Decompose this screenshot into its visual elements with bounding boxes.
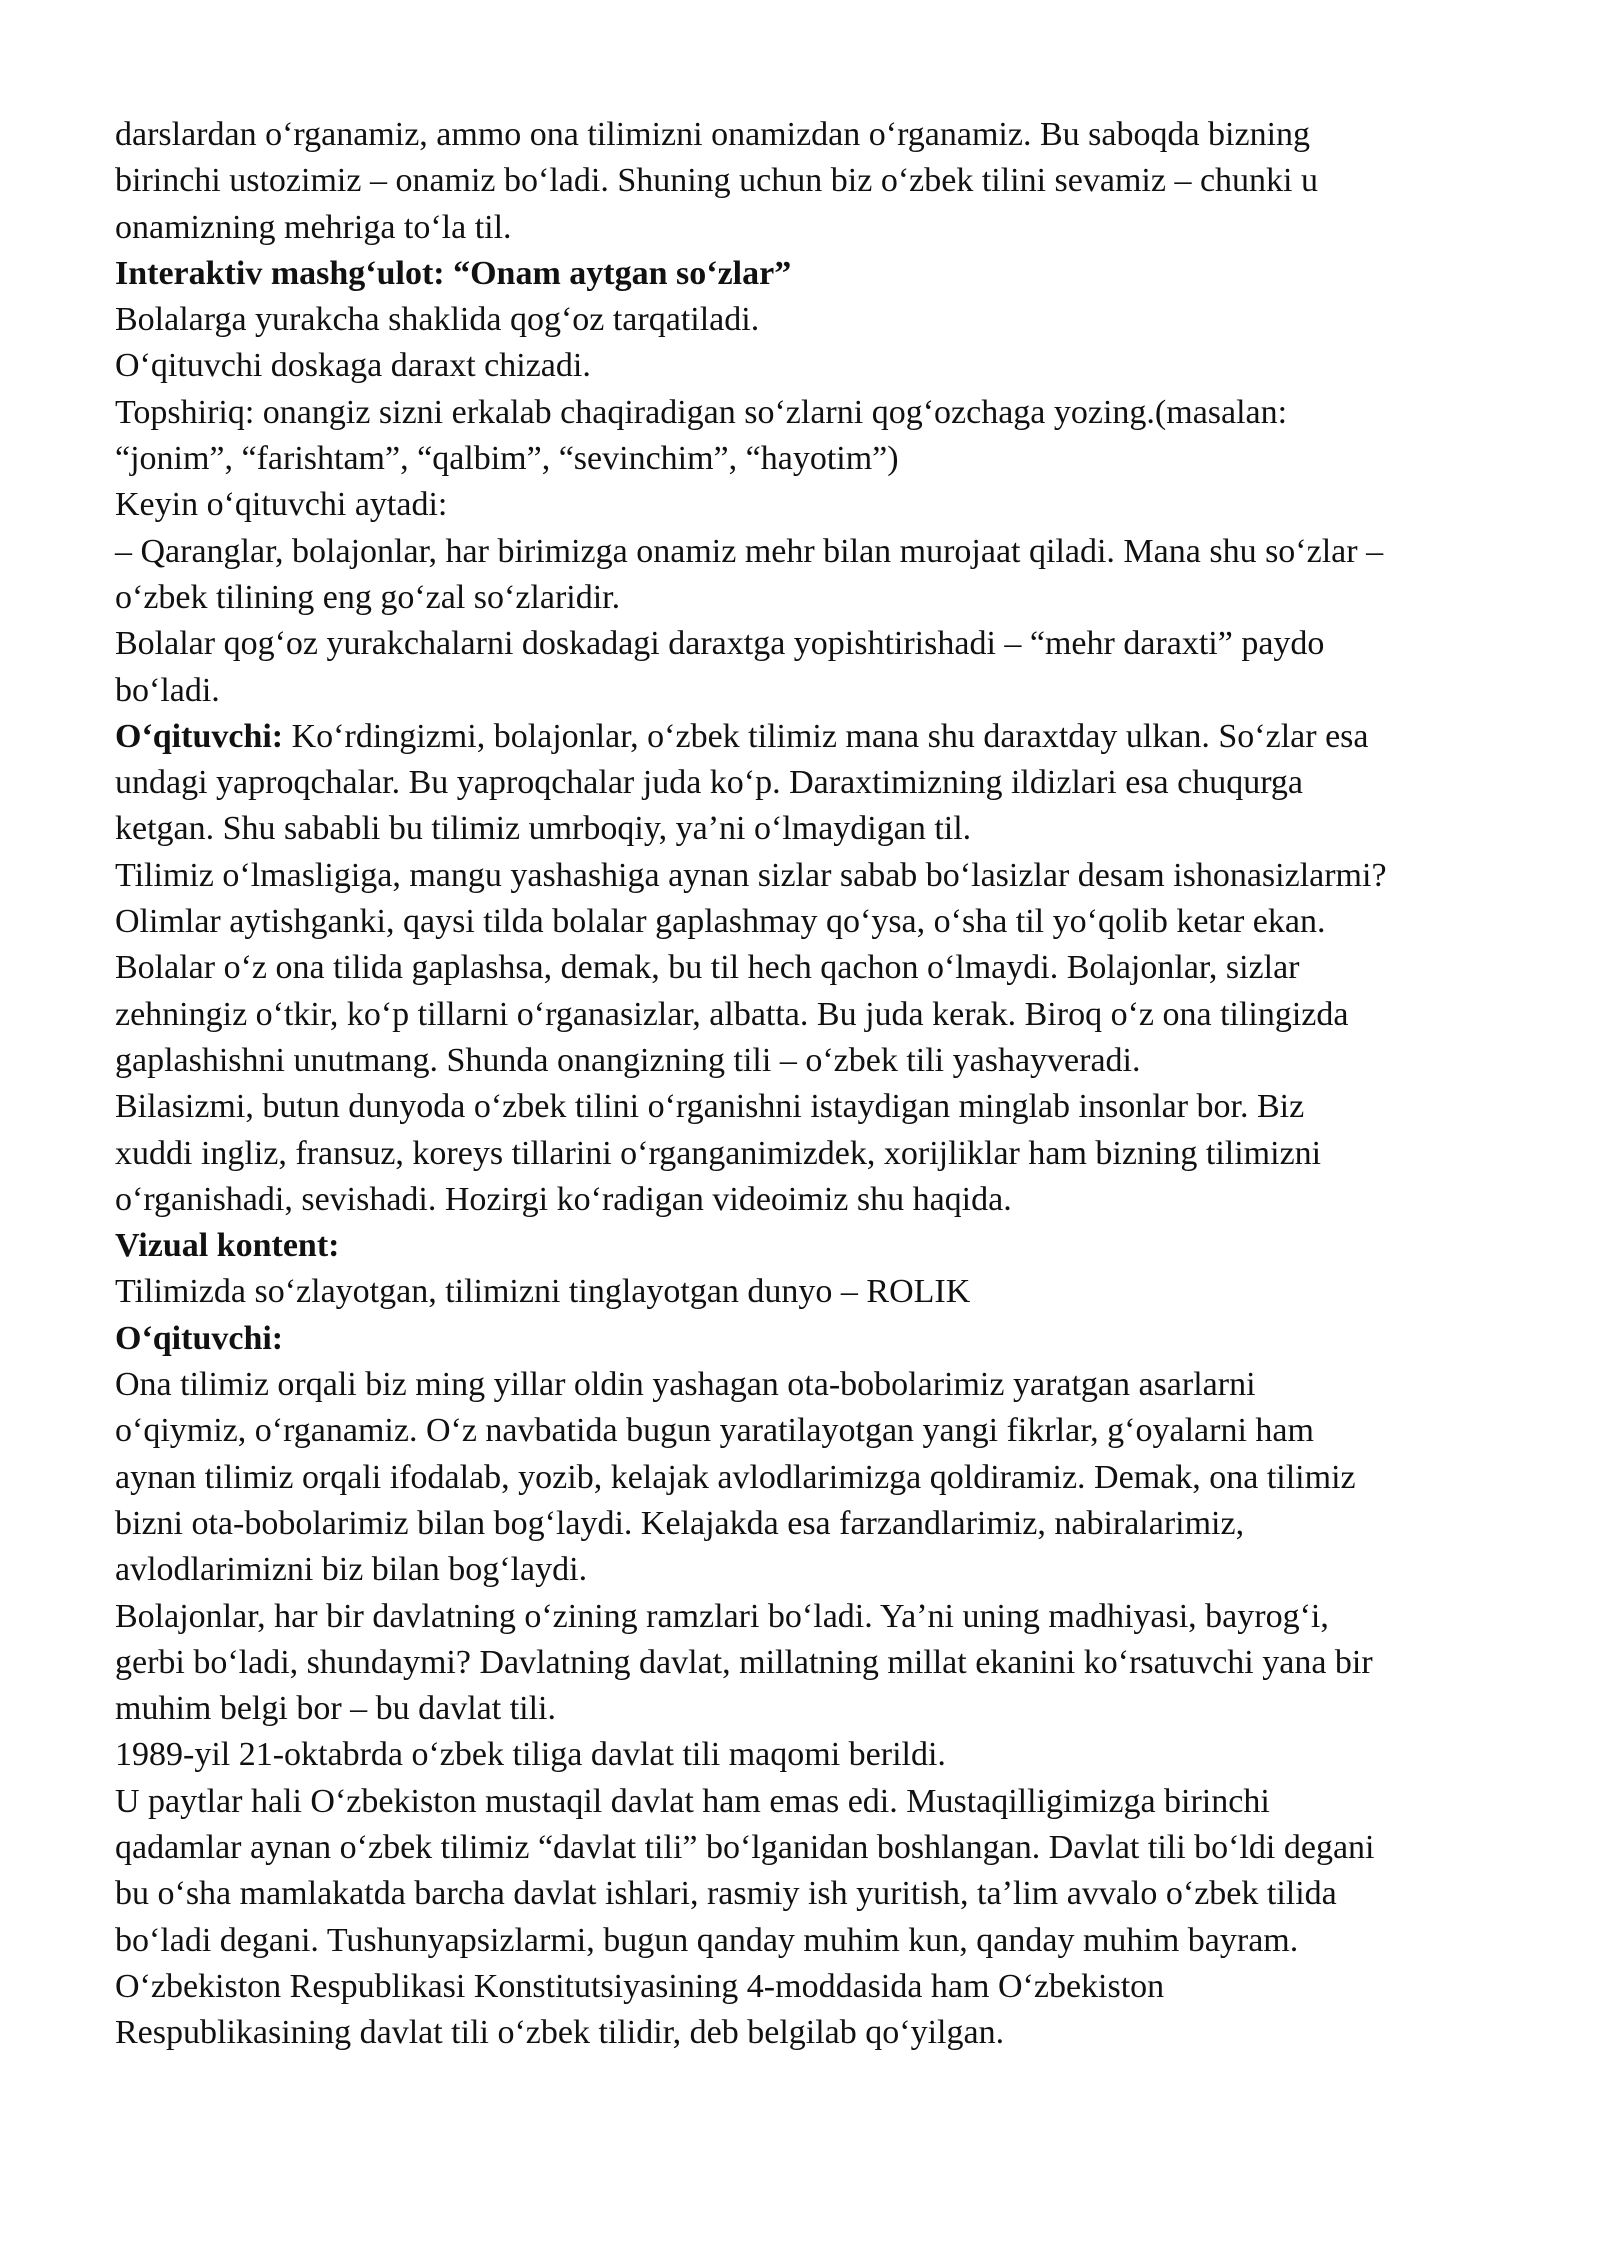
text-line: [115, 1408, 1525, 1454]
text-segment: oʻzbek tilining eng goʻzal soʻzlaridir.: [115, 578, 621, 616]
bold-heading: Oʻqituvchi:: [115, 717, 284, 755]
text-segment: Koʻrdingizmi, bolajonlar, oʻzbek tilimiz mana shu daraxtday ulkan. Soʻzlar esa: [283, 717, 1369, 755]
text-line: [115, 251, 1525, 297]
text-line: [115, 668, 1525, 714]
text-line: [115, 853, 1525, 899]
text-line: [115, 158, 1525, 204]
text-segment: xuddi ingliz, fransuz, koreys tillarini oʻrganganimizdek, xorijliklar ham bizning tilimizni: [115, 1134, 1322, 1172]
text-line: [115, 1316, 1525, 1362]
bold-heading: Oʻqituvchi:: [115, 1319, 284, 1357]
text-segment: gaplashishni unutmang. Shunda onangizning tili – oʻzbek tili yashayveradi.: [115, 1041, 1141, 1079]
text-line: [115, 1501, 1525, 1547]
text-line: [115, 436, 1525, 482]
text-segment: Respublikasining davlat tili oʻzbek tilidir, deb belgilab qoʻyilgan.: [115, 2014, 1005, 2052]
text-segment: qadamlar aynan oʻzbek tilimiz “davlat tili” boʻlganidan boshlangan. Davlat tili boʻldi degani: [115, 1828, 1375, 1866]
text-segment: Topshiriq: onangiz sizni erkalab chaqiradigan soʻzlarni qogʻozchaga yozing.(masalan:: [115, 393, 1288, 431]
text-segment: undagi yaproqchalar. Bu yaproqchalar juda koʻp. Daraxtimizning ildizlari esa chuqurga: [115, 764, 1304, 802]
text-line: [115, 899, 1525, 945]
text-segment: boʻladi.: [115, 671, 220, 709]
text-segment: Tilimiz oʻlmasligiga, mangu yashashiga aynan sizlar sabab boʻlasizlar desam ishonasizlarmi?: [115, 856, 1387, 894]
text-segment: oʻrganishadi, sevishadi. Hozirgi koʻradigan videoimiz shu haqida.: [115, 1180, 1012, 1218]
text-segment: Bolajonlar, har bir davlatning oʻzining ramzlari boʻladi. Yaʼni uning madhiyasi, bayrogʻi,: [115, 1597, 1329, 1635]
text-segment: bu oʻsha mamlakatda barcha davlat ishlari, rasmiy ish yuritish, taʼlim avvalo oʻzbek tilida: [115, 1875, 1337, 1913]
text-segment: 1989-yil 21-oktabrda oʻzbek tiliga davlat tili maqomi berildi.: [115, 1736, 946, 1774]
text-line: [115, 714, 1525, 760]
text-line: [115, 1362, 1525, 1408]
text-line: [115, 621, 1525, 667]
text-segment: “jonim”, “farishtam”, “qalbim”, “sevinchim”, “hayotim”): [115, 440, 899, 478]
text-line: [115, 992, 1525, 1038]
text-line: [115, 1594, 1525, 1640]
text-segment: Bolalar qogʻoz yurakchalarni doskadagi daraxtga yopishtirishadi – “mehr daraxti” paydo: [115, 625, 1325, 663]
text-segment: U paytlar hali Oʻzbekiston mustaqil davlat ham emas edi. Mustaqilligimizga birinchi: [115, 1782, 1270, 1820]
text-line: [115, 529, 1525, 575]
text-line: [115, 2010, 1525, 2056]
text-segment: Olimlar aytishganki, qaysi tilda bolalar gaplashmay qoʻysa, oʻsha til yoʻqolib ketar ekan.: [115, 903, 1326, 941]
text-segment: Bilasizmi, butun dunyoda oʻzbek tilini oʻrganishni istaydigan minglab insonlar bor. Biz: [115, 1088, 1305, 1126]
text-line: [115, 1825, 1525, 1871]
bold-heading: Interaktiv mashgʻulot: “Onam aytgan soʻzlar”: [115, 254, 792, 292]
text-line: [115, 1732, 1525, 1778]
text-segment: zehningiz oʻtkir, koʻp tillarni oʻrganasizlar, albatta. Bu juda kerak. Biroq oʻz ona tilingizda: [115, 995, 1349, 1033]
text-segment: boʻladi degani. Tushunyapsizlarmi, bugun qanday muhim kun, qanday muhim bayram.: [115, 1921, 1299, 1959]
text-segment: oʻqiymiz, oʻrganamiz. Oʻz navbatida bugun yaratilayotgan yangi fikrlar, gʻoyalarni ham: [115, 1412, 1314, 1450]
text-line: [115, 1269, 1525, 1315]
text-line: [115, 1640, 1525, 1686]
text-segment: birinchi ustozimiz – onamiz boʻladi. Shuning uchun biz oʻzbek tilini sevamiz – chunki u: [115, 162, 1318, 200]
text-segment: avlodlarimizni biz bilan bogʻlaydi.: [115, 1551, 588, 1589]
text-line: [115, 205, 1525, 251]
text-line: [115, 1131, 1525, 1177]
text-line: [115, 1547, 1525, 1593]
text-line: [115, 1871, 1525, 1917]
text-line: [115, 297, 1525, 343]
text-segment: Keyin oʻqituvchi aytadi:: [115, 486, 448, 524]
text-line: [115, 1038, 1525, 1084]
text-segment: Bolalarga yurakcha shaklida qogʻoz tarqatiladi.: [115, 301, 760, 339]
text-segment: Oʻzbekiston Respublikasi Konstitutsiyasining 4-moddasida ham Oʻzbekiston: [115, 1967, 1165, 2005]
text-line: [115, 1177, 1525, 1223]
text-segment: aynan tilimiz orqali ifodalab, yozib, kelajak avlodlarimizga qoldiramiz. Demak, ona tilimiz: [115, 1458, 1356, 1496]
text-segment: bizni ota-bobolarimiz bilan bogʻlaydi. Kelajakda esa farzandlarimiz, nabiralarimiz,: [115, 1504, 1245, 1542]
text-line: [115, 1455, 1525, 1501]
text-segment: Ona tilimiz orqali biz ming yillar oldin yashagan ota-bobolarimiz yaratgan asarlarni: [115, 1366, 1256, 1404]
text-line: [115, 343, 1525, 389]
text-segment: gerbi boʻladi, shundaymi? Davlatning davlat, millatning millat ekanini koʻrsatuvchi yana bir: [115, 1643, 1373, 1681]
text-segment: muhim belgi bor – bu davlat tili.: [115, 1690, 557, 1728]
document-page: [115, 112, 1525, 2056]
text-line: [115, 1084, 1525, 1130]
text-line: [115, 1223, 1525, 1269]
text-line: [115, 390, 1525, 436]
text-segment: ketgan. Shu sababli bu tilimiz umrboqiy, yaʼni oʻlmaydigan til.: [115, 810, 972, 848]
text-line: [115, 945, 1525, 991]
text-line: [115, 1779, 1525, 1825]
text-segment: darslardan oʻrganamiz, ammo ona tilimizni onamizdan oʻrganamiz. Bu saboqda bizning: [115, 116, 1311, 153]
text-segment: Bolalar oʻz ona tilida gaplashsa, demak, bu til hech qachon oʻlmaydi. Bolajonlar, sizlar: [115, 949, 1300, 987]
text-segment: Oʻqituvchi doskaga daraxt chizadi.: [115, 347, 591, 385]
text-line: [115, 760, 1525, 806]
text-line: [115, 1964, 1525, 2010]
text-segment: Tilimizda soʻzlayotgan, tilimizni tinglayotgan dunyo – ROLIK: [115, 1273, 971, 1311]
text-line: [115, 806, 1525, 852]
text-line: [115, 482, 1525, 528]
text-line: [115, 112, 1525, 158]
bold-heading: Vizual kontent:: [115, 1227, 340, 1265]
text-line: [115, 575, 1525, 621]
text-segment: – Qaranglar, bolajonlar, har birimizga onamiz mehr bilan murojaat qiladi. Mana shu soʻzlar –: [115, 532, 1384, 570]
text-segment: onamizning mehriga toʻla til.: [115, 208, 512, 246]
text-line: [115, 1686, 1525, 1732]
text-line: [115, 1918, 1525, 1964]
